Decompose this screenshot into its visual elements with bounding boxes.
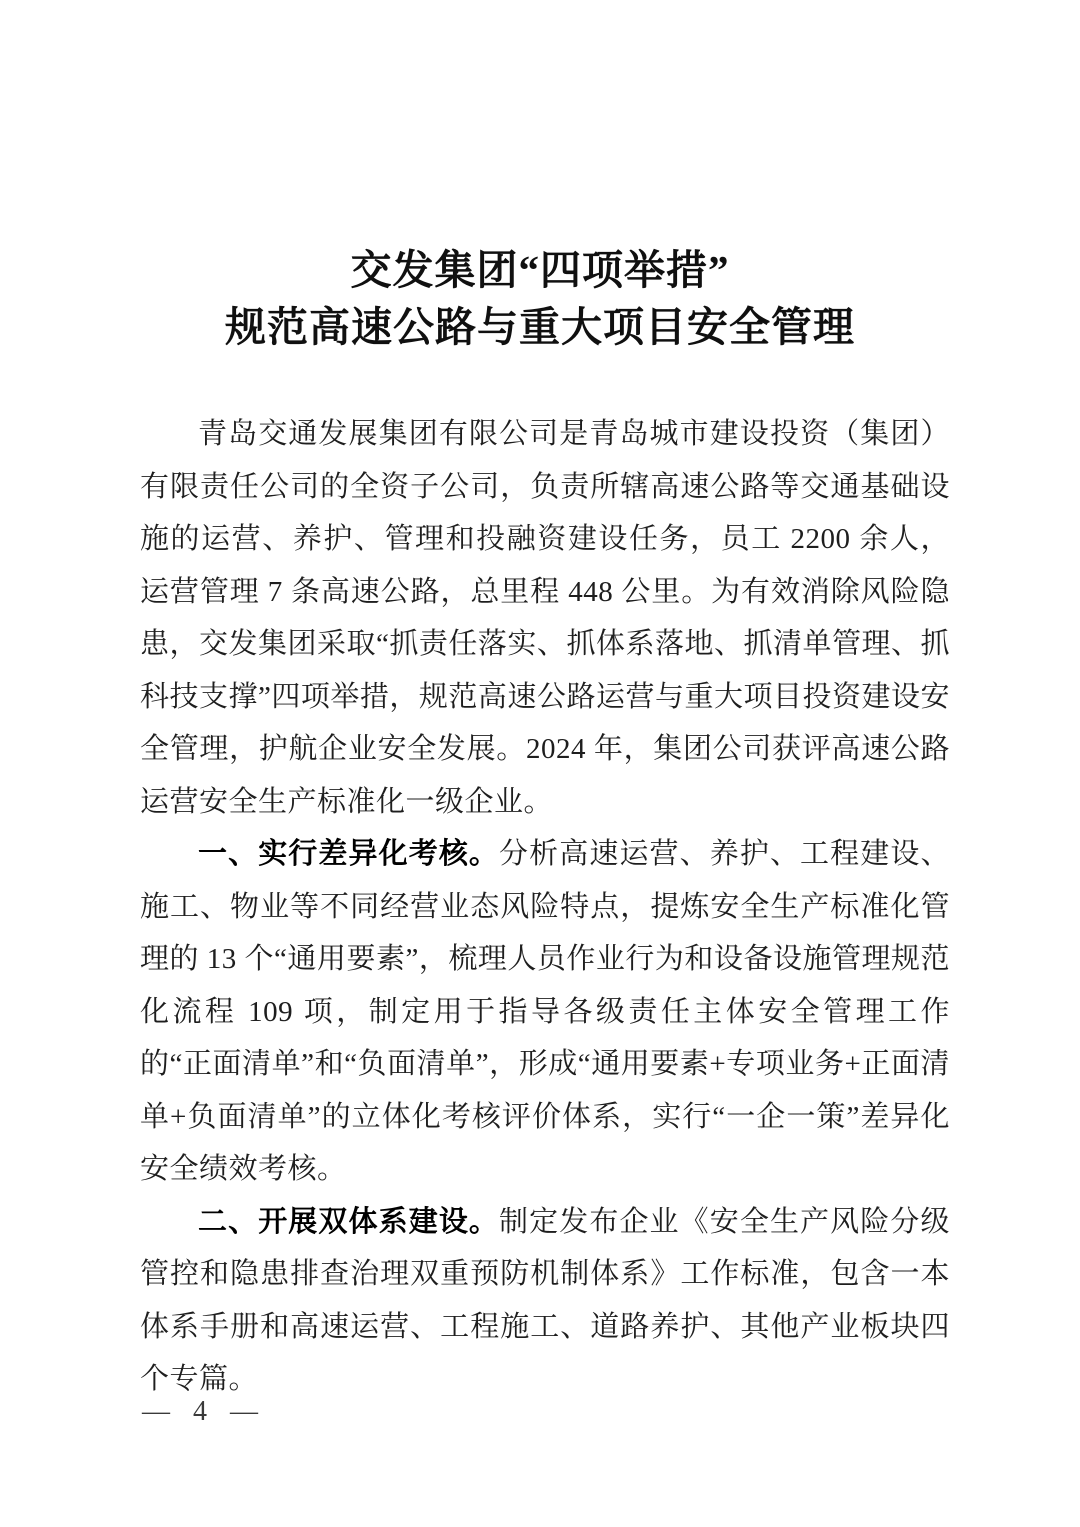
paragraph-section-2-text: 制定发布企业《安全生产风险分级管控和隐患排查治理双重预防机制体系》工作标准，包含一本体系手册和高速运营、工程施工、道路养护、其他产业板块四个专篇。 (140, 1205, 950, 1395)
paragraph-section-1 (140, 828, 950, 1196)
title-line-2: 规范高速公路与重大项目安全管理 (225, 304, 855, 350)
title-line-1: 交发集团“四项举措” (350, 247, 730, 293)
document-title (0, 0, 1080, 356)
paragraph-section-2 (140, 1196, 950, 1406)
paragraph-section-1-text: 分析高速运营、养护、工程建设、施工、物业等不同经营业态风险特点，提炼安全生产标准化管理的 13 个“通用要素”，梳理人员作业行为和设备设施管理规范化流程 109 项，制定用于指导各级责任主体安全管理工作的“正面清单”和“负面清单”，形成“通用要素+专项业务+正面清单+负面清单”的立体化考核评价体系，实行“一企一策”差异化安全绩效考核。 (140, 838, 950, 1185)
paragraph-section-1-lead: 一、实行差异化考核。 (198, 838, 500, 870)
paragraph-section-2-lead: 二、开展双体系建设。 (198, 1205, 500, 1238)
page-number: — 4 — (142, 1396, 266, 1427)
paragraph-intro-text: 青岛交通发展集团有限公司是青岛城市建设投资（集团）有限责任公司的全资子公司，负责所辖高速公路等交通基础设施的运营、养护、管理和投融资建设任务，员工 2200 余人，运营管理 7 条高速公路，总里程 448 公里。为有效消除风险隐患，交发集团采取“抓责任落实、抓体系落地、抓清单管理、抓科技支撑”四项举措，规范高速公路运营与重大项目投资建设安全管理，护航企业安全发展。2024 年，集团公司获评高速公路运营安全生产标准化一级企业。 (140, 418, 950, 818)
paragraph-intro (140, 408, 950, 828)
document-body (0, 356, 1080, 1406)
